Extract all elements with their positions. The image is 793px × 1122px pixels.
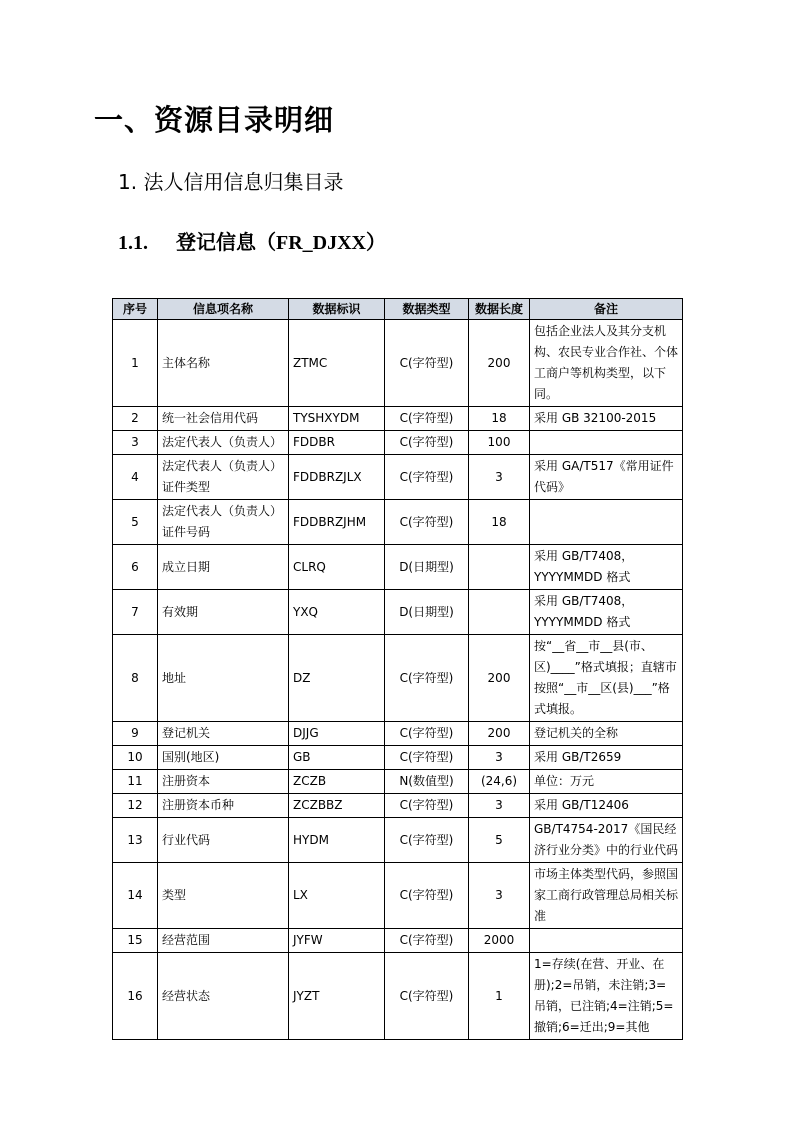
- cell-data-id: LX: [289, 863, 385, 929]
- cell-data-length: 200: [469, 320, 530, 407]
- cell-data-length: 200: [469, 635, 530, 722]
- header-remark: 备注: [530, 299, 683, 320]
- cell-item-name: 经营状态: [158, 953, 289, 1040]
- cell-data-length: 1: [469, 953, 530, 1040]
- cell-data-id: ZCZB: [289, 770, 385, 794]
- cell-item-name: 注册资本币种: [158, 794, 289, 818]
- cell-item-name: 统一社会信用代码: [158, 407, 289, 431]
- cell-data-length: 200: [469, 722, 530, 746]
- cell-remark: 采用 GB/T7408，YYYYMMDD 格式: [530, 545, 683, 590]
- cell-index: 1: [113, 320, 158, 407]
- table-row: [113, 953, 683, 1040]
- cell-index: 5: [113, 500, 158, 545]
- cell-index: 15: [113, 929, 158, 953]
- subsection-heading: 1. 法人信用信息归集目录: [118, 170, 344, 194]
- cell-data-id: ZCZBBZ: [289, 794, 385, 818]
- cell-data-type: C(字符型): [385, 407, 469, 431]
- cell-remark: [530, 500, 683, 545]
- cell-data-type: C(字符型): [385, 635, 469, 722]
- section-heading: 一、资源目录明细: [94, 103, 335, 137]
- cell-data-type: C(字符型): [385, 431, 469, 455]
- cell-index: 4: [113, 455, 158, 500]
- cell-data-id: JYZT: [289, 953, 385, 1040]
- cell-data-type: D(日期型): [385, 590, 469, 635]
- cell-item-name: 经营范围: [158, 929, 289, 953]
- cell-data-type: C(字符型): [385, 818, 469, 863]
- table-row: [113, 320, 683, 407]
- cell-data-type: C(字符型): [385, 953, 469, 1040]
- cell-data-type: C(字符型): [385, 722, 469, 746]
- cell-item-name: 主体名称: [158, 320, 289, 407]
- header-data-length: 数据长度: [469, 299, 530, 320]
- cell-data-length: 3: [469, 863, 530, 929]
- cell-index: 10: [113, 746, 158, 770]
- cell-data-id: YXQ: [289, 590, 385, 635]
- cell-remark: 采用 GB 32100-2015: [530, 407, 683, 431]
- cell-data-length: 18: [469, 500, 530, 545]
- cell-remark: 按“__省__市__县(市、区)____”格式填报；直辖市按照“__市__区(县)___”格式填报。: [530, 635, 683, 722]
- cell-remark: 采用 GB/T12406: [530, 794, 683, 818]
- cell-data-type: N(数值型): [385, 770, 469, 794]
- table-row: [113, 545, 683, 590]
- header-index: 序号: [113, 299, 158, 320]
- cell-item-name: 注册资本: [158, 770, 289, 794]
- resource-catalog-table: [112, 298, 683, 1040]
- cell-item-name: 法定代表人（负责人）证件类型: [158, 455, 289, 500]
- table-row: [113, 863, 683, 929]
- cell-data-type: C(字符型): [385, 500, 469, 545]
- table-row: [113, 794, 683, 818]
- cell-remark: [530, 929, 683, 953]
- cell-remark: 采用 GA/T517《常用证件代码》: [530, 455, 683, 500]
- cell-data-type: C(字符型): [385, 929, 469, 953]
- cell-index: 13: [113, 818, 158, 863]
- cell-data-length: 3: [469, 455, 530, 500]
- cell-item-name: 国别(地区): [158, 746, 289, 770]
- cell-item-name: 登记机关: [158, 722, 289, 746]
- cell-data-id: ZTMC: [289, 320, 385, 407]
- cell-item-name: 类型: [158, 863, 289, 929]
- heading-code: （FR_DJXX）: [256, 232, 386, 254]
- cell-data-length: [469, 545, 530, 590]
- cell-remark: GB/T4754-2017《国民经济行业分类》中的行业代码: [530, 818, 683, 863]
- cell-index: 14: [113, 863, 158, 929]
- cell-data-id: DJJG: [289, 722, 385, 746]
- cell-index: 9: [113, 722, 158, 746]
- cell-data-length: 18: [469, 407, 530, 431]
- cell-data-length: 3: [469, 794, 530, 818]
- table-header-row: [113, 299, 683, 320]
- cell-index: 2: [113, 407, 158, 431]
- sub-subsection-heading: [118, 226, 386, 255]
- cell-index: 3: [113, 431, 158, 455]
- table-row: [113, 746, 683, 770]
- heading-number: 1.1.: [118, 232, 148, 254]
- cell-index: 16: [113, 953, 158, 1040]
- cell-data-length: 3: [469, 746, 530, 770]
- cell-item-name: 地址: [158, 635, 289, 722]
- cell-data-type: C(字符型): [385, 455, 469, 500]
- header-data-type: 数据类型: [385, 299, 469, 320]
- cell-data-id: FDDBRZJHM: [289, 500, 385, 545]
- cell-remark: [530, 431, 683, 455]
- cell-data-length: [469, 590, 530, 635]
- cell-remark: 采用 GB/T2659: [530, 746, 683, 770]
- cell-data-id: JYFW: [289, 929, 385, 953]
- table-row: [113, 500, 683, 545]
- table-row: [113, 407, 683, 431]
- cell-item-name: 行业代码: [158, 818, 289, 863]
- table-row: [113, 722, 683, 746]
- header-item-name: 信息项名称: [158, 299, 289, 320]
- table-row: [113, 455, 683, 500]
- table-row: [113, 431, 683, 455]
- table-row: [113, 818, 683, 863]
- cell-index: 6: [113, 545, 158, 590]
- table-row: [113, 929, 683, 953]
- cell-data-length: 100: [469, 431, 530, 455]
- cell-data-id: HYDM: [289, 818, 385, 863]
- cell-remark: 包括企业法人及其分支机构、农民专业合作社、个体工商户等机构类型，以下同。: [530, 320, 683, 407]
- cell-item-name: 法定代表人（负责人）证件号码: [158, 500, 289, 545]
- cell-remark: 单位：万元: [530, 770, 683, 794]
- cell-data-type: C(字符型): [385, 746, 469, 770]
- cell-index: 12: [113, 794, 158, 818]
- cell-item-name: 法定代表人（负责人）: [158, 431, 289, 455]
- cell-index: 8: [113, 635, 158, 722]
- cell-item-name: 有效期: [158, 590, 289, 635]
- cell-remark: 登记机关的全称: [530, 722, 683, 746]
- cell-data-id: FDDBR: [289, 431, 385, 455]
- cell-data-type: C(字符型): [385, 863, 469, 929]
- cell-data-type: C(字符型): [385, 794, 469, 818]
- table-row: [113, 770, 683, 794]
- table-row: [113, 635, 683, 722]
- heading-title: 登记信息: [176, 230, 256, 254]
- cell-index: 11: [113, 770, 158, 794]
- cell-index: 7: [113, 590, 158, 635]
- cell-data-id: CLRQ: [289, 545, 385, 590]
- cell-item-name: 成立日期: [158, 545, 289, 590]
- cell-remark: 采用 GB/T7408，YYYYMMDD 格式: [530, 590, 683, 635]
- cell-data-length: 2000: [469, 929, 530, 953]
- cell-data-id: TYSHXYDM: [289, 407, 385, 431]
- cell-data-type: D(日期型): [385, 545, 469, 590]
- table-row: [113, 590, 683, 635]
- header-data-id: 数据标识: [289, 299, 385, 320]
- cell-data-type: C(字符型): [385, 320, 469, 407]
- cell-data-length: (24,6): [469, 770, 530, 794]
- cell-data-id: DZ: [289, 635, 385, 722]
- table-body: [113, 320, 683, 1040]
- cell-remark: 市场主体类型代码，参照国家工商行政管理总局相关标准: [530, 863, 683, 929]
- cell-data-length: 5: [469, 818, 530, 863]
- cell-data-id: GB: [289, 746, 385, 770]
- cell-remark: 1=存续(在营、开业、在册);2=吊销，未注销;3=吊销，已注销;4=注销;5=撤销;6=迁出;9=其他: [530, 953, 683, 1040]
- cell-data-id: FDDBRZJLX: [289, 455, 385, 500]
